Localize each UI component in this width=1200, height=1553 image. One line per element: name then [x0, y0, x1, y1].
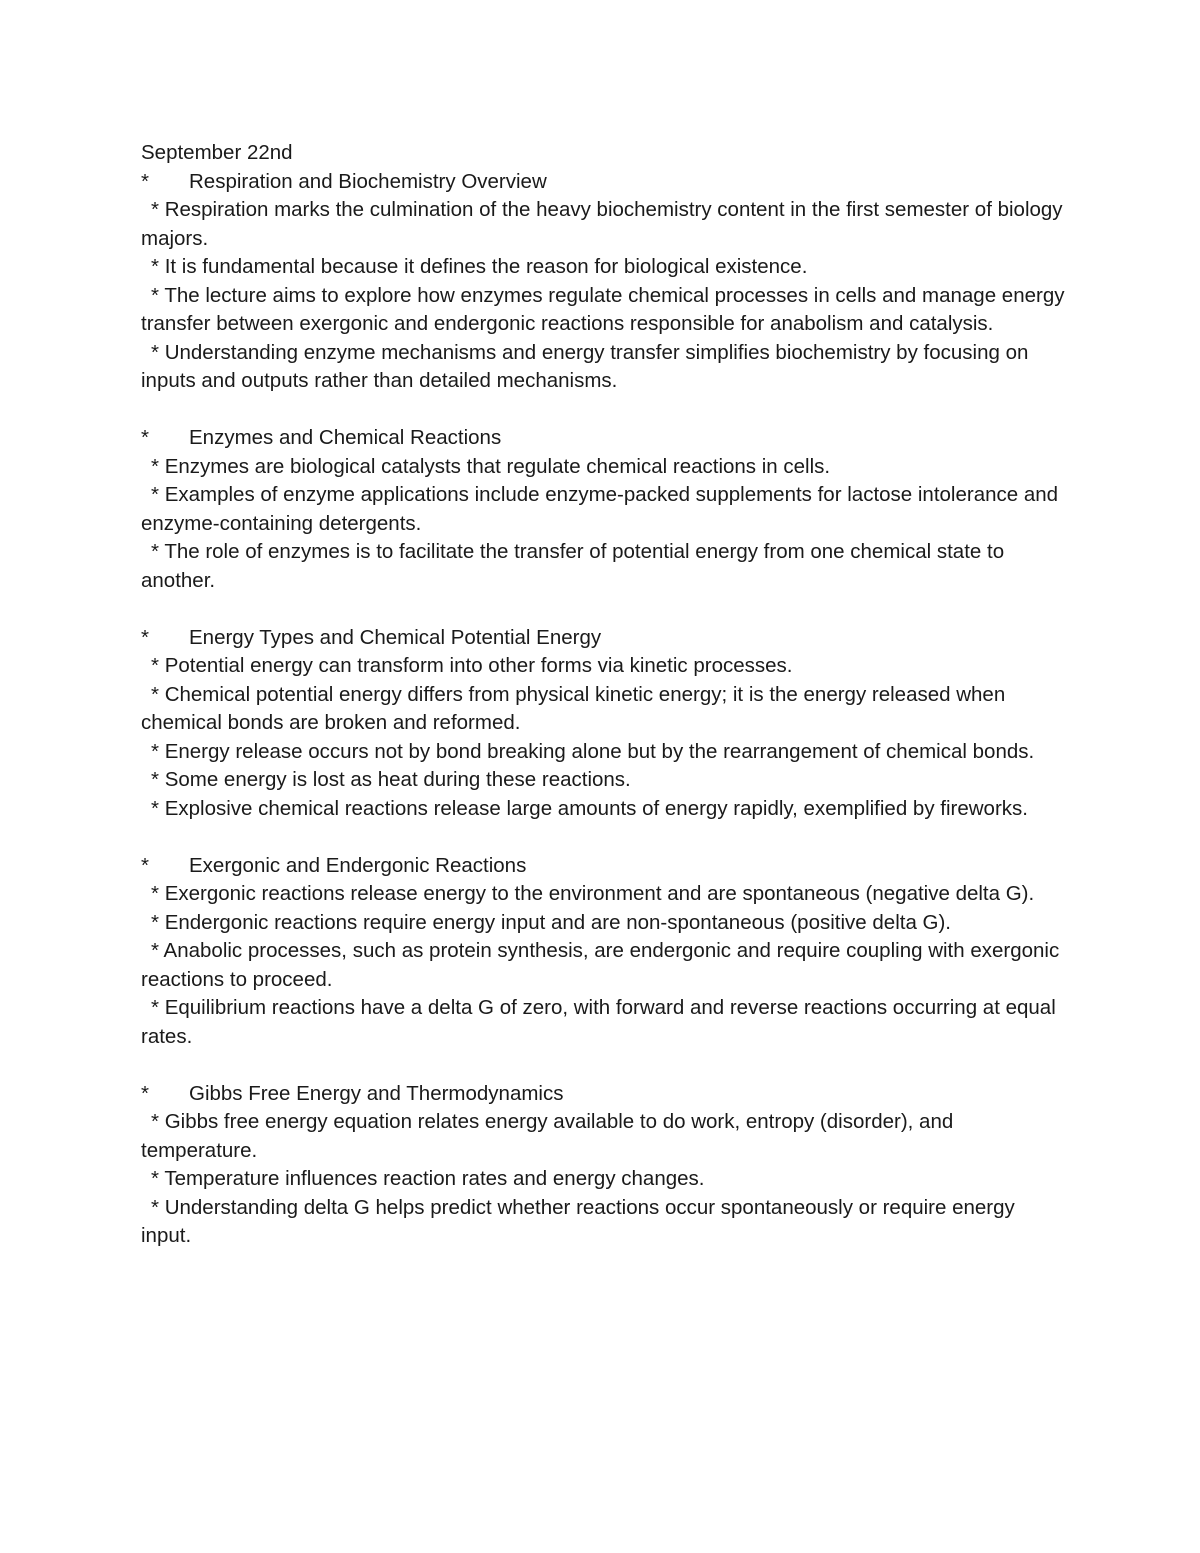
list-item — [141, 253, 1066, 282]
bullet-marker: * — [151, 1110, 165, 1133]
list-item — [141, 453, 1066, 482]
section-title: Exergonic and Endergonic Reactions — [189, 853, 527, 877]
note-section — [141, 424, 1066, 595]
bullet-marker: * — [151, 682, 165, 706]
section-title: Gibbs Free Energy and Thermodynamics — [189, 1081, 564, 1105]
bullet-marker: * — [151, 454, 165, 478]
bullet-text: Respiration marks the culmination of the heavy biochemistry content in the first semester of biology majors. — [141, 198, 1063, 250]
list-item — [141, 652, 1066, 681]
bullet-list — [141, 453, 1066, 596]
section-heading — [141, 624, 1066, 653]
note-section — [141, 168, 1066, 396]
bullet-text: Potential energy can transform into other forms via kinetic processes. — [164, 654, 793, 677]
bullet-marker: * — [151, 1195, 165, 1219]
bullet-marker: * — [151, 654, 165, 677]
section-marker: * — [141, 853, 149, 877]
note-section — [141, 624, 1066, 824]
bullet-list — [141, 1108, 1066, 1251]
list-item — [141, 994, 1066, 1051]
bullet-marker: * — [151, 910, 165, 934]
bullet-marker: * — [151, 198, 165, 221]
section-marker: * — [141, 625, 149, 649]
bullet-text: Examples of enzyme applications include enzyme-packed supplements for lactose intolerance and enzyme-containing detergents. — [141, 483, 1059, 535]
section-marker: * — [141, 1081, 149, 1105]
section-heading — [141, 168, 1066, 197]
bullet-text: The lecture aims to explore how enzymes regulate chemical processes in cells and manage energy transfer between exergonic and endergonic reactions responsible for anabolism and catalysis. — [141, 283, 1065, 335]
list-item — [141, 1194, 1066, 1251]
list-item — [141, 538, 1066, 595]
list-item — [141, 766, 1066, 795]
note-section — [141, 1080, 1066, 1251]
list-item — [141, 339, 1066, 396]
bullet-marker: * — [151, 996, 165, 1019]
bullet-marker: * — [151, 882, 165, 905]
bullet-list — [141, 196, 1066, 396]
list-item — [141, 909, 1066, 938]
bullet-text: Energy release occurs not by bond breaking alone but by the rearrangement of chemical bonds. — [164, 739, 1035, 763]
bullet-text: Some energy is lost as heat during these reactions. — [164, 768, 631, 791]
bullet-text: Equilibrium reactions have a delta G of zero, with forward and reverse reactions occurring at equal rates. — [141, 996, 1056, 1048]
bullet-text: Understanding delta G helps predict whether reactions occur spontaneously or require energy input. — [141, 1195, 1015, 1247]
bullet-marker: * — [151, 796, 165, 820]
sections-container — [141, 168, 1066, 1251]
list-item — [141, 738, 1066, 767]
notes-body — [141, 139, 1066, 1251]
list-item — [141, 1165, 1066, 1194]
list-item — [141, 1108, 1066, 1165]
section-marker: * — [141, 426, 149, 449]
bullet-marker: * — [151, 540, 165, 563]
list-item — [141, 880, 1066, 909]
bullet-marker: * — [151, 1167, 165, 1190]
section-marker: * — [141, 169, 149, 193]
section-heading — [141, 852, 1066, 881]
bullet-text: Endergonic reactions require energy input and are non-spontaneous (positive delta G). — [164, 910, 952, 934]
list-item — [141, 795, 1066, 824]
bullet-text: Chemical potential energy differs from physical kinetic energy; it is the energy released when chemical bonds are broken and reformed. — [141, 682, 1006, 734]
bullet-marker: * — [151, 739, 165, 763]
bullet-list — [141, 652, 1066, 823]
bullet-marker: * — [151, 483, 165, 506]
bullet-marker: * — [151, 255, 165, 278]
bullet-text: Understanding enzyme mechanisms and energy transfer simplifies biochemistry by focusing on inputs and outputs rather than detailed mechanisms. — [141, 340, 1029, 392]
bullet-text: Gibbs free energy equation relates energy available to do work, entropy (disorder), and temperature. — [141, 1110, 954, 1162]
section-heading — [141, 1080, 1066, 1109]
list-item — [141, 681, 1066, 738]
bullet-text: Temperature influences reaction rates and energy changes. — [164, 1167, 705, 1190]
section-title: Enzymes and Chemical Reactions — [189, 426, 502, 449]
list-item — [141, 196, 1066, 253]
bullet-marker: * — [151, 939, 164, 962]
bullet-marker: * — [151, 283, 165, 307]
list-item — [141, 937, 1066, 994]
bullet-text: It is fundamental because it defines the reason for biological existence. — [164, 255, 808, 278]
section-heading — [141, 424, 1066, 453]
list-item — [141, 282, 1066, 339]
bullet-marker: * — [151, 768, 165, 791]
date-heading: September 22nd — [141, 141, 293, 164]
bullet-text: Enzymes are biological catalysts that regulate chemical reactions in cells. — [164, 454, 831, 478]
section-title: Energy Types and Chemical Potential Energy — [189, 625, 602, 649]
bullet-marker: * — [151, 340, 165, 364]
list-item — [141, 481, 1066, 538]
bullet-list — [141, 880, 1066, 1051]
section-title: Respiration and Biochemistry Overview — [189, 169, 547, 193]
note-section — [141, 852, 1066, 1052]
bullet-text: The role of enzymes is to facilitate the transfer of potential energy from one chemical state to another. — [141, 540, 1005, 592]
bullet-text: Explosive chemical reactions release large amounts of energy rapidly, exemplified by fireworks. — [164, 796, 1028, 820]
bullet-text: Anabolic processes, such as protein synthesis, are endergonic and require coupling with exergonic reactions to proceed. — [141, 939, 1060, 991]
bullet-text: Exergonic reactions release energy to the environment and are spontaneous (negative delta G). — [164, 882, 1035, 905]
